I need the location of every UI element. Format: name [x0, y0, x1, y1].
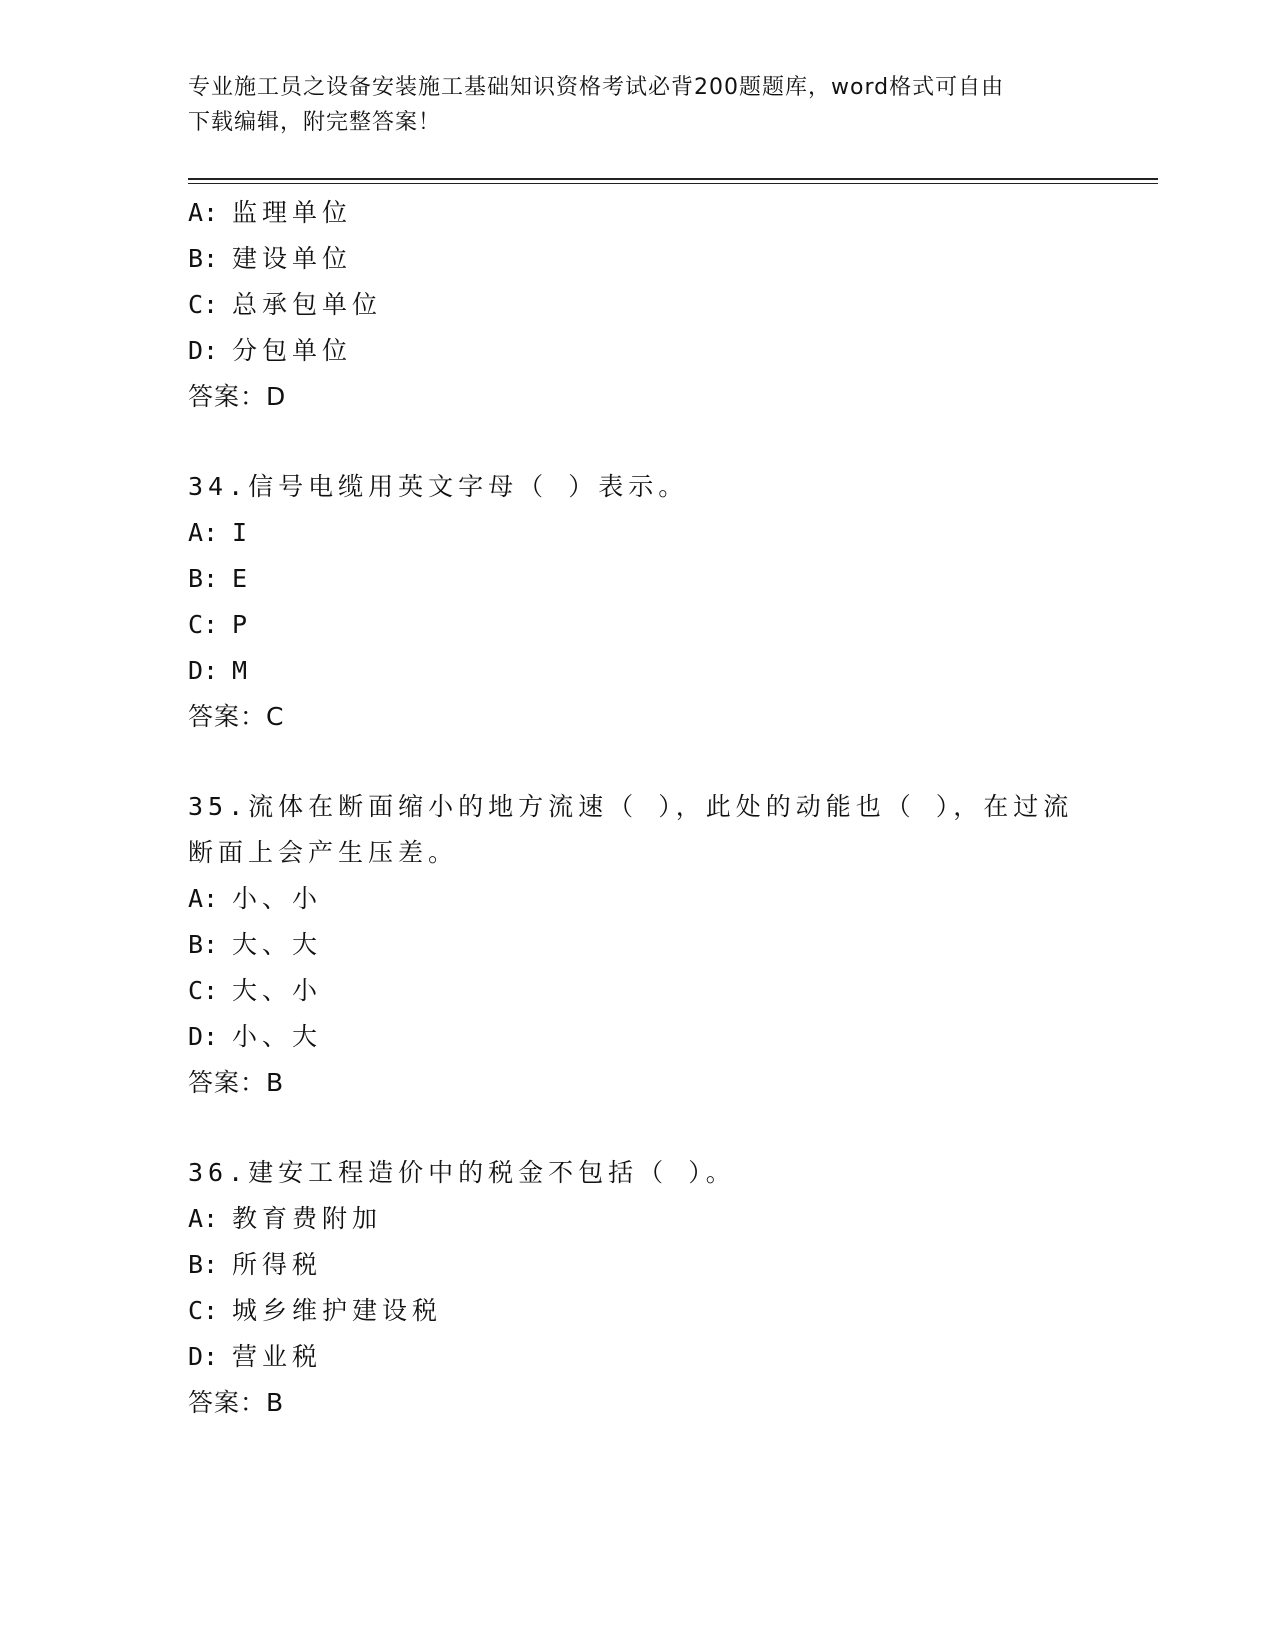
header-line-1: 专业施工员之设备安装施工基础知识资格考试必背200题题库，word格式可自由 [188, 75, 1005, 100]
option-b: B: 建设单位 [188, 244, 353, 273]
option-text: 建设单位 [232, 244, 353, 273]
option-text: 所得税 [232, 1250, 323, 1279]
question-stem: 35.流体在断面缩小的地方流速（ ），此处的动能也（ ），在过流断面上会产生压差。 [188, 792, 1074, 867]
option-a: A: I [188, 518, 253, 547]
question-stem: 34.信号电缆用英文字母（ ）表示。 [188, 472, 689, 501]
option-text: 监理单位 [232, 198, 353, 227]
answer-line: 答案：B [188, 1068, 285, 1097]
option-d: D: M [188, 656, 253, 685]
option-d: D: 分包单位 [188, 336, 353, 365]
option-text: E [232, 564, 253, 593]
option-d: D: 小、大 [188, 1022, 323, 1051]
option-text: 分包单位 [232, 336, 353, 365]
question-33 [188, 190, 1108, 420]
option-text: 营业税 [232, 1342, 323, 1371]
option-text: P [232, 610, 253, 639]
option-text: 总承包单位 [232, 290, 383, 319]
option-c: C: 大、小 [188, 976, 323, 1005]
option-c: C: P [188, 610, 253, 639]
header-line-2: 下载编辑，附完整答案！ [188, 110, 442, 135]
option-a: A: 小、小 [188, 884, 323, 913]
option-text: 教育费附加 [232, 1204, 383, 1233]
option-text: M [232, 656, 253, 685]
question-36 [188, 1150, 1108, 1426]
question-stem: 36.建安工程造价中的税金不包括（ ）。 [188, 1158, 736, 1187]
option-c: C: 城乡维护建设税 [188, 1296, 443, 1325]
option-b: B: 所得税 [188, 1250, 323, 1279]
option-text: 大、小 [232, 976, 323, 1005]
option-a: A: 监理单位 [188, 198, 353, 227]
option-text: 城乡维护建设税 [232, 1296, 443, 1325]
answer-line: 答案：C [188, 702, 285, 731]
answer-line: 答案：B [188, 1388, 285, 1417]
option-d: D: 营业税 [188, 1342, 323, 1371]
question-34 [188, 464, 1108, 740]
option-text: 小、大 [232, 1022, 323, 1051]
answer-line: 答案：D [188, 382, 287, 411]
option-text: 大、大 [232, 930, 323, 959]
header-divider-thin [188, 183, 1158, 184]
question-list [188, 190, 1108, 1426]
option-b: B: 大、大 [188, 930, 323, 959]
question-35 [188, 784, 1108, 1106]
header-divider-thick [188, 178, 1158, 180]
option-b: B: E [188, 564, 253, 593]
document-header [188, 70, 1068, 140]
option-a: A: 教育费附加 [188, 1204, 383, 1233]
option-c: C: 总承包单位 [188, 290, 383, 319]
option-text: I [232, 518, 253, 547]
option-text: 小、小 [232, 884, 323, 913]
